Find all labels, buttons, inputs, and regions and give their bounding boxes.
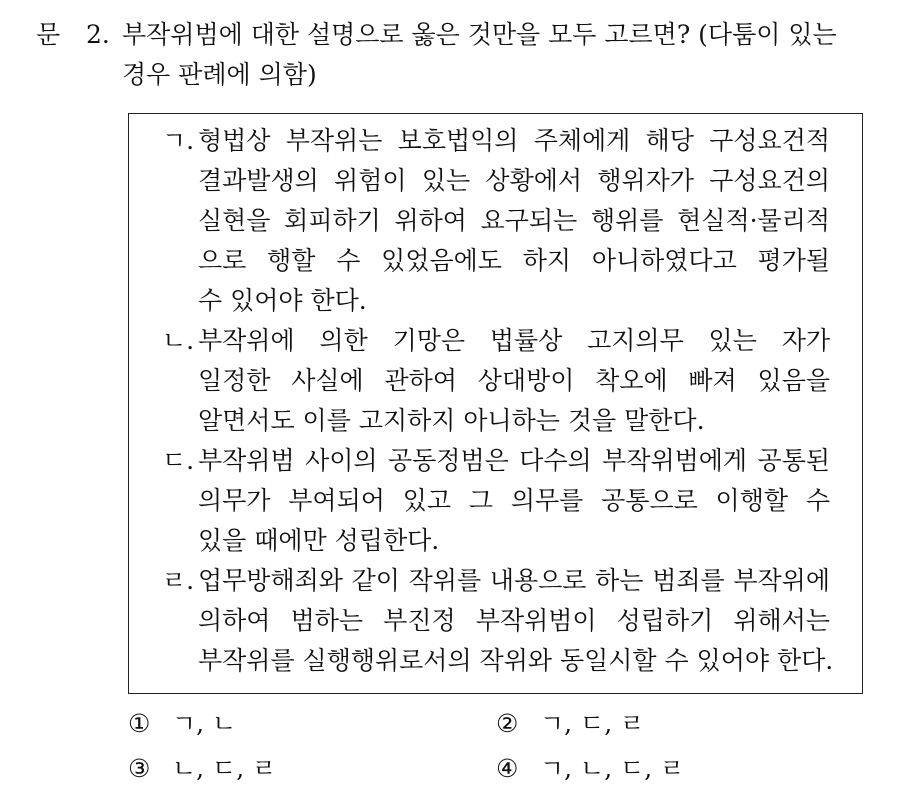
choice-text: ㄱ, ㄴ, ㄷ, ㄹ (540, 754, 685, 783)
statement-line: 형법상 부작위는 보호법익의 주체에게 해당 구성요건적 (198, 126, 830, 155)
statement-item (162, 321, 830, 441)
statement-line: 부작위에 의한 기망은 법률상 고지의무 있는 자가 (198, 326, 830, 355)
statement-line: 알면서도 이를 고지하지 아니하는 것을 말한다. (198, 406, 705, 435)
question-label: 문 (36, 20, 61, 49)
statement-line: 의무가 부여되어 있고 그 의무를 공통으로 이행할 수 (198, 486, 830, 515)
statement-marker: ㄹ. (162, 566, 195, 595)
choice-number: ① (128, 709, 151, 738)
choice-number: ② (496, 709, 519, 738)
statement-marker: ㄴ. (162, 326, 195, 355)
statement-line: 일정한 사실에 관하여 상대방이 착오에 빠져 있음을 (198, 366, 830, 395)
question-stem (36, 16, 837, 53)
statement-marker: ㄱ. (162, 126, 195, 155)
statement-line: 업무방해죄와 같이 작위를 내용으로 하는 범죄를 부작위에 (198, 566, 830, 595)
question-text-line-1: 부작위범에 대한 설명으로 옳은 것만을 모두 고르면? (다툼이 있는 (122, 20, 837, 49)
answer-choice-2[interactable] (496, 707, 644, 741)
statement-line: 부작위범 사이의 공동정범은 다수의 부작위범에게 공통된 (198, 446, 830, 475)
statement-line: 수 있어야 한다. (198, 286, 367, 315)
statement-line: 결과발생의 위험이 있는 상황에서 행위자가 구성요건의 (198, 166, 830, 195)
choice-number: ③ (128, 754, 151, 783)
question-number: 2. (86, 20, 110, 49)
choice-text: ㄱ, ㄴ (172, 709, 237, 738)
statement-item (162, 441, 830, 561)
choice-number: ④ (496, 754, 519, 783)
answer-choice-3[interactable] (128, 752, 276, 786)
statement-line: 의하여 범하는 부진정 부작위범이 성립하기 위해서는 (198, 606, 830, 635)
statement-item (162, 121, 830, 321)
choice-text: ㄱ, ㄷ, ㄹ (540, 709, 645, 738)
statement-item (162, 561, 834, 681)
statement-marker: ㄷ. (162, 446, 195, 475)
statement-line: 있을 때에만 성립한다. (198, 526, 440, 555)
statement-line: 으로 행할 수 있었음에도 하지 아니하였다고 평가될 (198, 246, 830, 275)
answer-choice-1[interactable] (128, 707, 236, 741)
answer-choice-4[interactable] (496, 752, 684, 786)
statement-line: 부작위를 실행행위로서의 작위와 동일시할 수 있어야 한다. (198, 646, 834, 675)
statement-line: 실현을 회피하기 위하여 요구되는 행위를 현실적·물리적 (198, 206, 830, 235)
question-text-line-2: 경우 판례에 의함) (122, 60, 317, 89)
choice-text: ㄴ, ㄷ, ㄹ (172, 754, 277, 783)
